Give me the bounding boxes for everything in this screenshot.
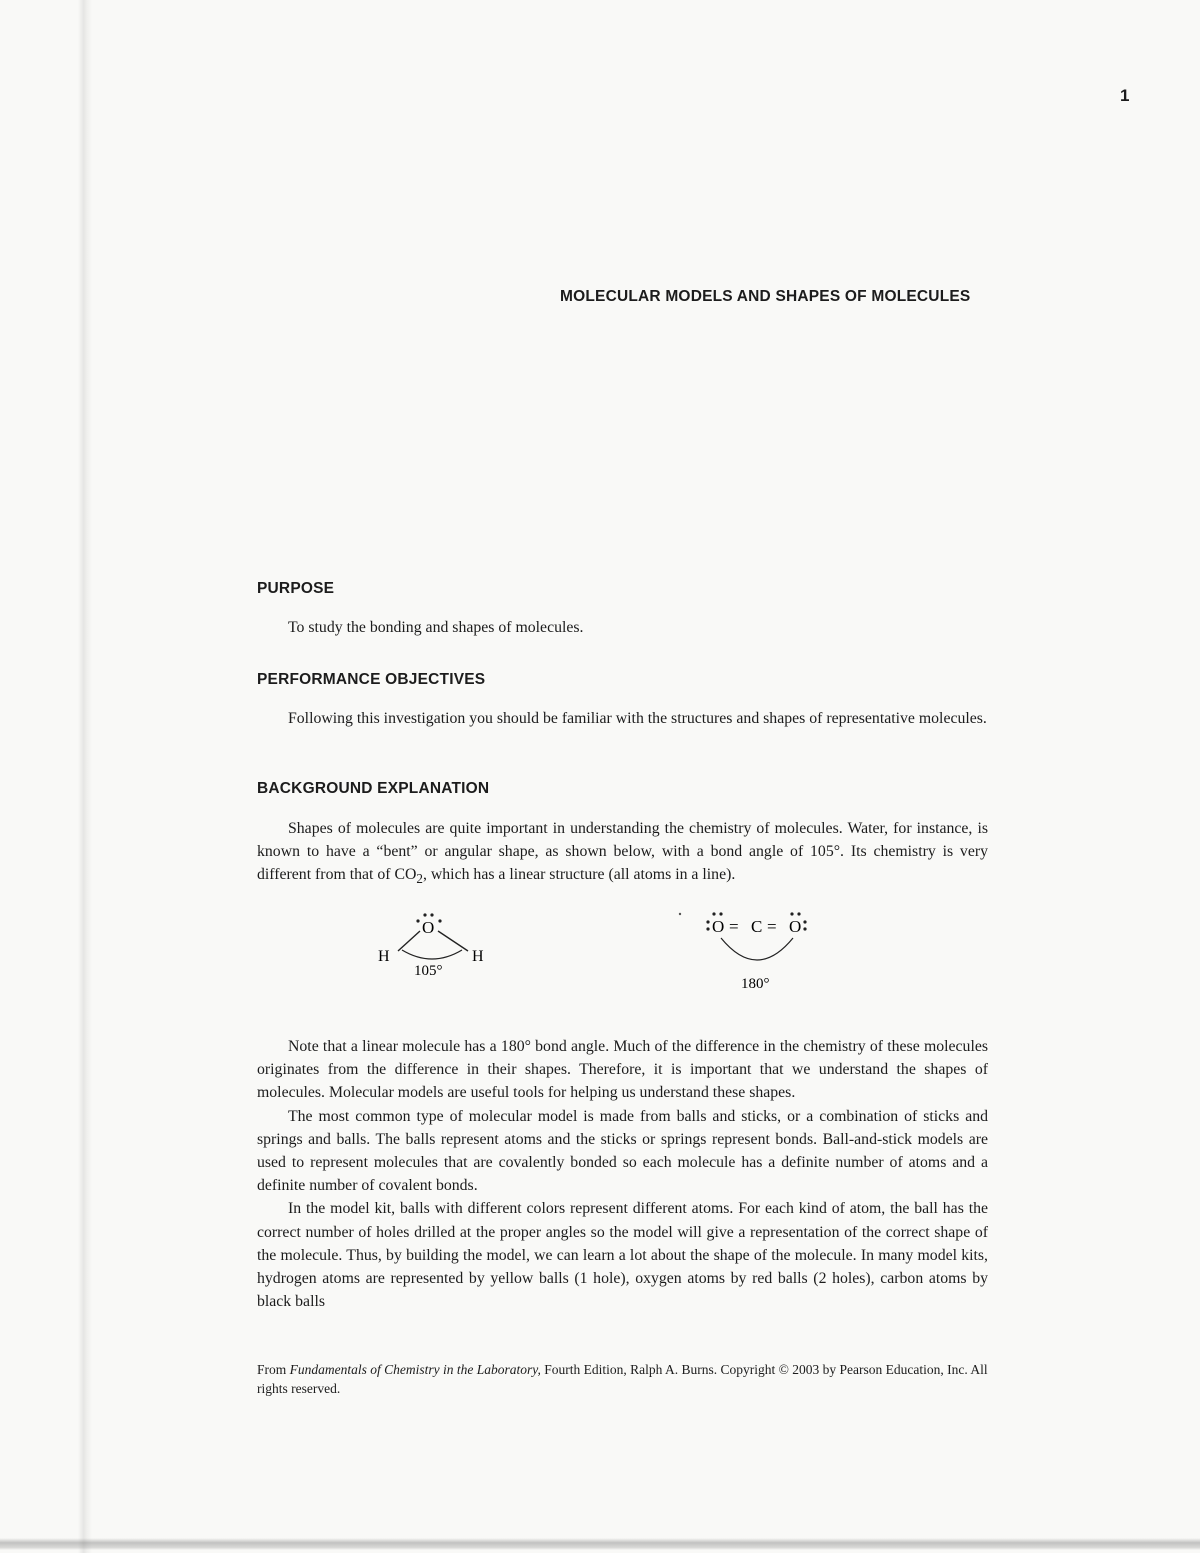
footer-book-title: Fundamentals of Chemistry in the Laboratory, bbox=[289, 1362, 541, 1377]
background-paragraphs bbox=[257, 1035, 988, 1313]
lone-pair-dot bbox=[797, 912, 800, 915]
lone-pair-dot bbox=[719, 912, 722, 915]
background-paragraph-1 bbox=[257, 817, 988, 891]
page-number: 1 bbox=[1120, 86, 1130, 105]
lone-pair-dot bbox=[706, 920, 709, 923]
purpose-text: To study the bonding and shapes of molecules. bbox=[288, 619, 584, 636]
lone-pair-dot bbox=[423, 913, 426, 916]
co2-angle-arc bbox=[721, 938, 793, 960]
co2-angle-label: 180° bbox=[741, 976, 770, 992]
objectives-heading: PERFORMANCE OBJECTIVES bbox=[257, 671, 486, 688]
background-paragraph-4: In the model kit, balls with different colors represent different atoms. For each kind of atom, the ball has the correct number of holes drilled at the proper angles so the model will give a representation of the correct shape of the molecule. Thus, by building the model, we can learn a lot about the shape of the molecule. In many model kits, hydrogen atoms are represented by yellow balls (1 hole), oxygen atoms by red balls (2 holes), carbon atoms by black balls bbox=[257, 1200, 988, 1311]
footer-rest: Fourth Edition, Ralph A. Burns. Copyright © 2003 by Pearson Education, Inc. All rights reserved. bbox=[257, 1362, 988, 1396]
lone-pair-dot bbox=[430, 913, 433, 916]
background-p1-text: Shapes of molecules are quite important in understanding the chemistry of molecules. Water, for instance, is known to have a “bent” or angular shape, as shown below, with a bond angle of 105°. Its chemistry is very different from that of CO bbox=[257, 820, 988, 884]
background-heading: BACKGROUND EXPLANATION bbox=[257, 780, 490, 797]
objectives-text: Following this investigation you should be familiar with the structures and shapes of representative molecules. bbox=[288, 710, 987, 727]
lone-pair-dot bbox=[803, 920, 806, 923]
co2-subscript: 2 bbox=[416, 871, 423, 887]
co2-molecule-diagram bbox=[679, 912, 807, 992]
lone-pair-dot bbox=[803, 927, 806, 930]
water-molecule-diagram bbox=[378, 913, 484, 979]
purpose-heading: PURPOSE bbox=[257, 580, 335, 597]
lone-pair-dot bbox=[416, 919, 419, 922]
scan-edge-left bbox=[78, 0, 92, 1553]
objectives-text-block bbox=[257, 707, 988, 730]
water-bond-left bbox=[398, 931, 420, 951]
scan-edge-bottom bbox=[0, 1538, 1200, 1550]
co2-right-oxygen: O bbox=[789, 917, 802, 936]
lone-pair-dot bbox=[712, 912, 715, 915]
copyright-footer bbox=[257, 1360, 988, 1398]
background-paragraph-2: Note that a linear molecule has a 180° bond angle. Much of the difference in the chemistry of these molecules originates from the difference in their shapes. Therefore, it is important that we understand the shapes of molecules. Molecular models are useful tools for helping us understand these shapes. bbox=[257, 1038, 988, 1102]
lone-pair-dot bbox=[438, 919, 441, 922]
co2-carbon: C bbox=[751, 917, 763, 936]
co2-left-oxygen: O bbox=[712, 917, 725, 936]
document-title: MOLECULAR MODELS AND SHAPES OF MOLECULES bbox=[560, 288, 971, 305]
background-p1-end: , which has a linear structure (all atoms in a line). bbox=[422, 866, 736, 884]
lone-pair-dot bbox=[790, 912, 793, 915]
footer-prefix: From bbox=[257, 1362, 290, 1377]
background-paragraph-3: The most common type of molecular model is made from balls and sticks, or a combination of sticks and springs and balls. The balls represent atoms and the sticks or springs represent bonds. Ball-and-stick models are used to represent molecules that are covalently bonded so each molecule has a definite number of atoms and a definite number of covalent bonds. bbox=[257, 1107, 988, 1195]
lone-pair-dot bbox=[706, 927, 709, 930]
water-hydrogen-left: H bbox=[378, 948, 390, 965]
co2-bond-left: = bbox=[729, 917, 739, 936]
co2-bond-right: = bbox=[767, 917, 777, 936]
water-bond-right bbox=[438, 931, 468, 951]
water-angle-arc bbox=[402, 950, 462, 959]
scan-speck bbox=[679, 913, 681, 915]
water-hydrogen-right: H bbox=[472, 948, 484, 965]
water-oxygen-atom: O bbox=[422, 918, 435, 937]
water-angle-label: 105° bbox=[414, 963, 443, 979]
